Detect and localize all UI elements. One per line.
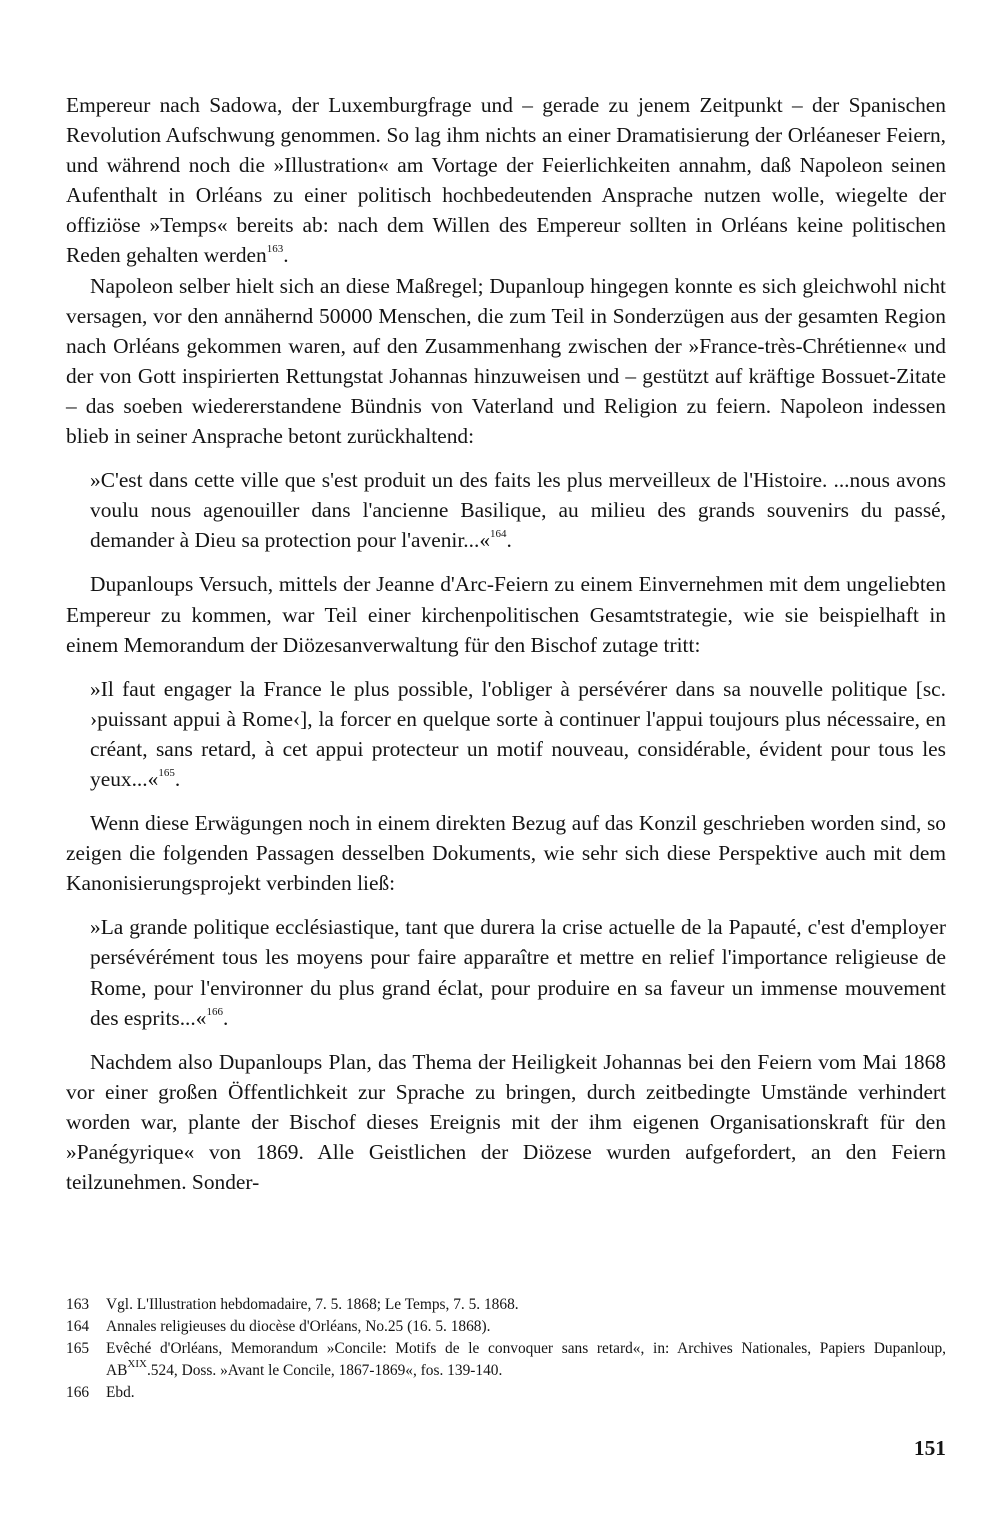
page-number: 151 xyxy=(913,1436,946,1460)
footnote-166 xyxy=(66,1382,946,1404)
paragraph-2: Napoleon selber hielt sich an diese Maßregel; Dupanloup hingegen konnte es sich gleichwohl nicht versagen, vor den annähernd 50000 Menschen, die zum Teil in Sonderzügen aus der gesamten Region nach Orléans gekommen waren, auf den Zusammenhang zwischen der »France-très-Chrétienne« und der von Gott inspirierten Rettungstat Johannas hinzuweisen und – gestützt auf kräftige Bossuet-Zitate – das soeben wiedererstandene Bündnis von Vaterland und Religion zu feiern. Napoleon indessen blieb in seiner Ansprache betont zurückhaltend: xyxy=(66,273,946,449)
footnote-number: 165 xyxy=(66,1340,90,1357)
footnote-163 xyxy=(66,1294,946,1316)
main-text xyxy=(66,90,946,1197)
paragraph-3: Dupanloups Versuch, mittels der Jeanne d'Arc-Feiern zu einem Einvernehmen mit dem ungeliebten Empereur zu kommen, war Teil einer kirchenpolitischen Gesamtstrategie, wie sie beispielhaft in einem Memorandum der Diözesanverwaltung für den Bischof zutage tritt: xyxy=(66,572,946,657)
footnote-ref-164: 164 xyxy=(490,528,507,541)
quote-3: »La grande politique ecclésiastique, tant que durera la crise actuelle de la Papauté, c'est d'employer persévérément tous les moyens pour faire apparaître et mettre en relief l'importance religieuse de Rome, pour l'environner du plus grand éclat, pour produire en sa faveur un immense mouvement des esprits...«$^{166}$. xyxy=(90,915,946,1030)
footnote-text: Ebd. xyxy=(106,1384,135,1401)
footnote-number: 163 xyxy=(66,1296,90,1313)
footnote-ref-165: 165 xyxy=(158,766,175,779)
paragraph-5: Nachdem also Dupanloups Plan, das Thema der Heiligkeit Johannas bei den Feiern vom Mai 1868 vor einer großen Öffentlichkeit zur Sprache zu bringen, durch zeitbedingte Umstände verhindert worden war, plante der Bischof dieses Ereignis mit der ihm eigenen Organisationskraft für den »Panégyrique« von 1869. Alle Geistlichen der Diözese wurden aufgefordert, an den Feiern teilzunehmen. Sonder- xyxy=(66,1049,946,1195)
footnote-ref-166: 166 xyxy=(206,1005,223,1018)
footnote-164 xyxy=(66,1316,946,1338)
footnote-number: 164 xyxy=(66,1318,90,1335)
paragraph-1: Empereur nach Sadowa, der Luxemburgfrage und – gerade zu jenem Zeitpunkt – der Spanischen Revolution Aufschwung genommen. So lag ihm nichts an einer Dramatisierung der Orléaneser Feiern, und während noch die »Illustration« am Vortage der Feierlichkeiten annahm, daß Napoleon seinen Aufenthalt in Orléans zu einer politisch hochbedeutenden Ansprache nutzen wolle, wiegelte der offiziöse »Temps« bereits ab: nach dem Willen des Empereur sollten in Orléans keine politischen Reden gehalten werden$^{163}$. xyxy=(66,93,946,268)
footnote-165 xyxy=(66,1338,946,1382)
footnote-ref-163: 163 xyxy=(266,243,284,256)
footnote-number: 166 xyxy=(66,1384,90,1401)
paragraph-4: Wenn diese Erwägungen noch in einem direkten Bezug auf das Konzil geschrieben worden sind, so zeigen die folgenden Passagen desselben Dokuments, wie sehr sich diese Perspektive auch mit dem Kanonisierungsprojekt verbinden ließ: xyxy=(66,811,946,896)
footnotes xyxy=(66,1294,946,1404)
quote-1: »C'est dans cette ville que s'est produit un des faits les plus merveilleux de l'Histoire. ...nous avons voulu nous agenouiller dans l'ancienne Basilique, au milieu des grands souvenirs du passé, demander à Dieu sa protection pour l'avenir...«$^{164}$. xyxy=(90,468,946,553)
footnote-text: Vgl. L'Illustration hebdomadaire, 7. 5. 1868; Le Temps, 7. 5. 1868. xyxy=(106,1296,519,1313)
footnote-text: Annales religieuses du diocèse d'Orléans, No.25 (16. 5. 1868). xyxy=(106,1318,491,1335)
footnote-superscript: XIX xyxy=(127,1357,147,1370)
quote-2: »Il faut engager la France le plus possible, l'obliger à persévérer dans sa nouvelle politique [sc. ›puissant appui à Rome‹], la forcer en quelque sorte à continuer l'appui toujours plus nécessaire, en créant, sans retard, à cet appui protecteur un motif nouveau, considérable, évident pour tous les yeux...«$^{165}$. xyxy=(90,676,946,791)
footnote-text: Evêché d'Orléans, Memorandum »Concile: Motifs de le convoquer sans retard«, in: Archives Nationales, Papiers Dupanloup, $AB^{XIX}.524$, Doss. »Avant le Concile, 1867-1869«, fos. 139-140. xyxy=(106,1340,946,1379)
